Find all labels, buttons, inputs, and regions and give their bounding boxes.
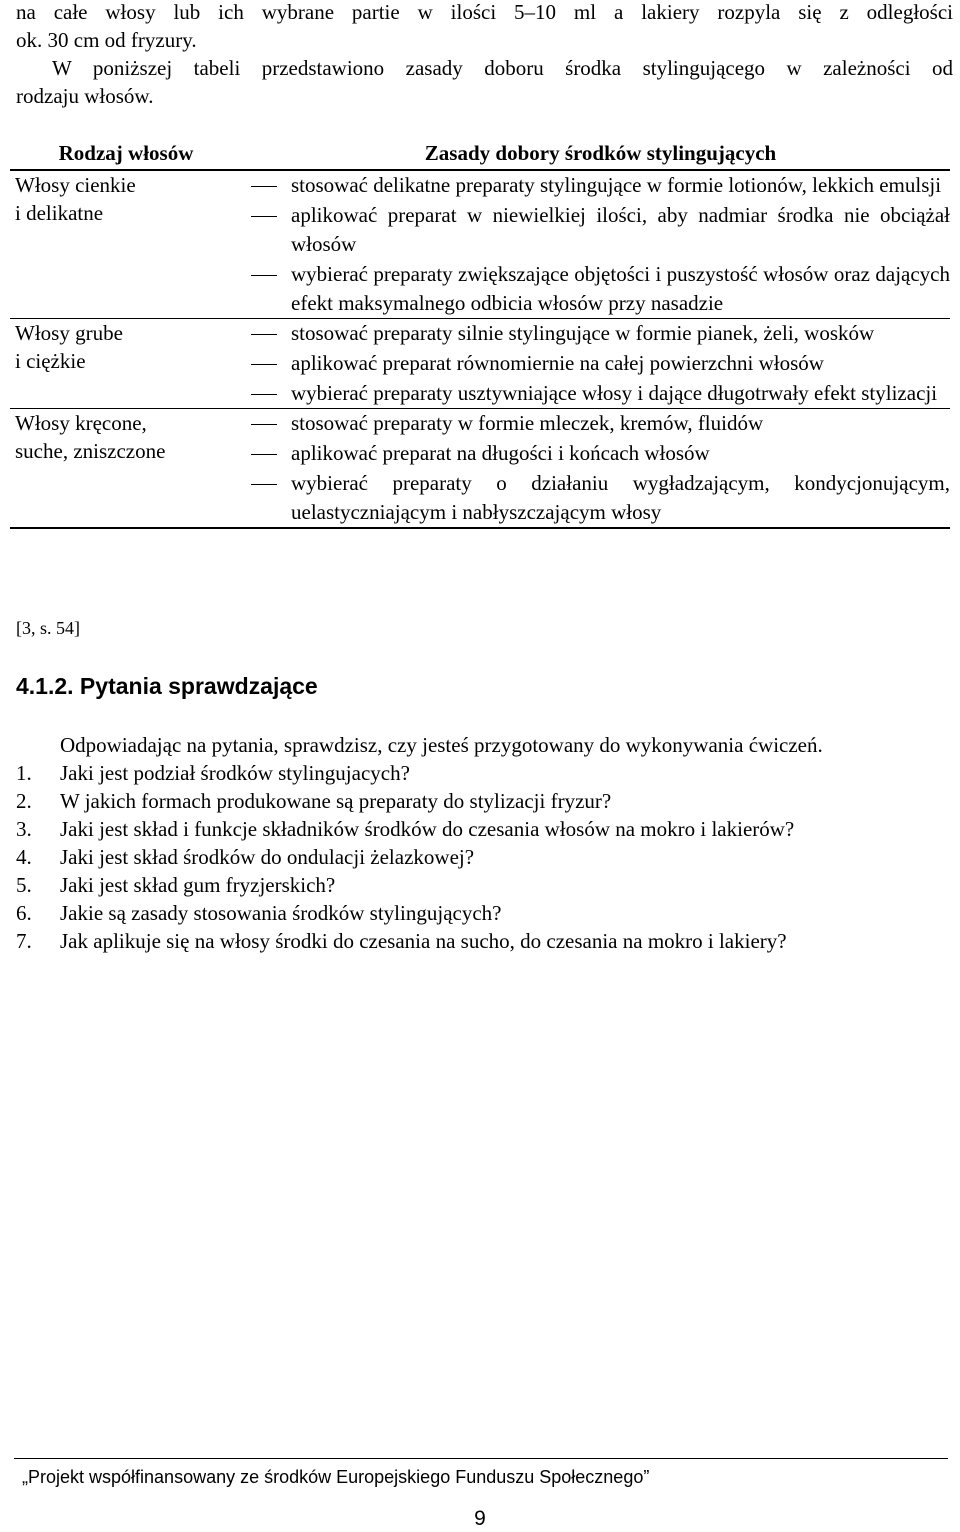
question-number: 6. (16, 901, 32, 925)
question-number: 5. (16, 873, 32, 897)
hair-styling-table (10, 137, 950, 529)
rule-bullet: stosować preparaty w formie mleczek, kremów, fluidów (251, 409, 950, 438)
question-item (16, 815, 953, 843)
question-text: Jaki jest podział środków stylingujacych? (60, 761, 410, 785)
rule-bullet: wybierać preparaty zwiększające objętości i puszystość włosów oraz dających efekt maksymalnego odbicia włosów przy nasadzie (251, 260, 950, 318)
page-number: 9 (474, 1507, 486, 1530)
hair-type-label: suche, zniszczone (15, 439, 166, 463)
table-row (10, 319, 950, 409)
question-text: W jakich formach produkowane są preparaty do stylizacji fryzur? (60, 789, 612, 813)
questions-intro: Odpowiadając na pytania, sprawdzisz, czy jesteś przygotowany do wykonywania ćwiczeń. (60, 733, 823, 757)
rule-bullet: aplikować preparat równomiernie na całej powierzchni włosów (251, 349, 950, 378)
intro-line-3: W poniższej tabeli przedstawiono zasady doboru środka stylingującego w zależności od (52, 56, 953, 80)
table-row (10, 409, 950, 529)
question-item (16, 899, 953, 927)
header-hair-type: Rodzaj włosów (58, 141, 194, 165)
intro-line-1: na całe włosy lub ich wybrane partie w ilości 5–10 ml a lakiery rozpyla się z odległości (16, 0, 953, 24)
question-number: 3. (16, 817, 32, 841)
question-text: Jaki jest skład i funkcje składników środków do czesania włosów na mokro i lakierów? (60, 817, 795, 841)
rule-bullet: stosować delikatne preparaty stylingujące w formie lotionów, lekkich emulsji (251, 171, 950, 200)
hair-type-label: Włosy kręcone, (15, 411, 147, 435)
question-text: Jaki jest skład środków do ondulacji żelazkowej? (60, 845, 475, 869)
question-item (16, 843, 953, 871)
rule-bullet: stosować preparaty silnie stylingujące w formie pianek, żeli, wosków (251, 319, 950, 348)
question-text: Jak aplikuje się na włosy środki do czesania na sucho, do czesania na mokro i lakiery? (60, 929, 787, 953)
intro-line-2: ok. 30 cm od fryzury. (16, 28, 197, 52)
questions-list (16, 731, 953, 955)
table-row (10, 170, 950, 319)
rule-bullet: wybierać preparaty usztywniające włosy i dające długotrwały efekt stylizacji (251, 379, 950, 408)
rule-bullet: wybierać preparaty o działaniu wygładzającym, kondycjonującym, uelastyczniającym i nabłyszczającym włosy (251, 469, 950, 527)
section-heading: 4.1.2. Pytania sprawdzające (16, 673, 318, 699)
table-header-row (10, 137, 950, 170)
hair-type-label: Włosy cienkie (15, 173, 136, 197)
intro-line-4: rodzaju włosów. (16, 84, 154, 108)
question-item (16, 927, 953, 955)
question-number: 1. (16, 761, 32, 785)
question-text: Jaki jest skład gum fryzjerskich? (60, 873, 336, 897)
footer-text: „Projekt współfinansowany ze środków Europejskiego Funduszu Społecznego” (22, 1467, 650, 1487)
question-number: 4. (16, 845, 32, 869)
hair-type-label: i delikatne (15, 201, 104, 225)
hair-type-label: i ciężkie (15, 349, 86, 373)
footer-divider (14, 1458, 948, 1459)
rule-bullet: aplikować preparat w niewielkiej ilości, aby nadmiar środka nie obciążał włosów (251, 201, 950, 259)
question-item (16, 787, 953, 815)
table-source: [3, s. 54] (16, 618, 80, 638)
question-item (16, 871, 953, 899)
question-text: Jakie są zasady stosowania środków stylingujących? (60, 901, 502, 925)
rule-bullet: aplikować preparat na długości i końcach włosów (251, 439, 950, 468)
hair-type-label: Włosy grube (15, 321, 123, 345)
question-item (16, 759, 953, 787)
question-number: 2. (16, 789, 32, 813)
question-number: 7. (16, 929, 32, 953)
header-rules: Zasady dobory środków stylingujących (424, 141, 777, 165)
